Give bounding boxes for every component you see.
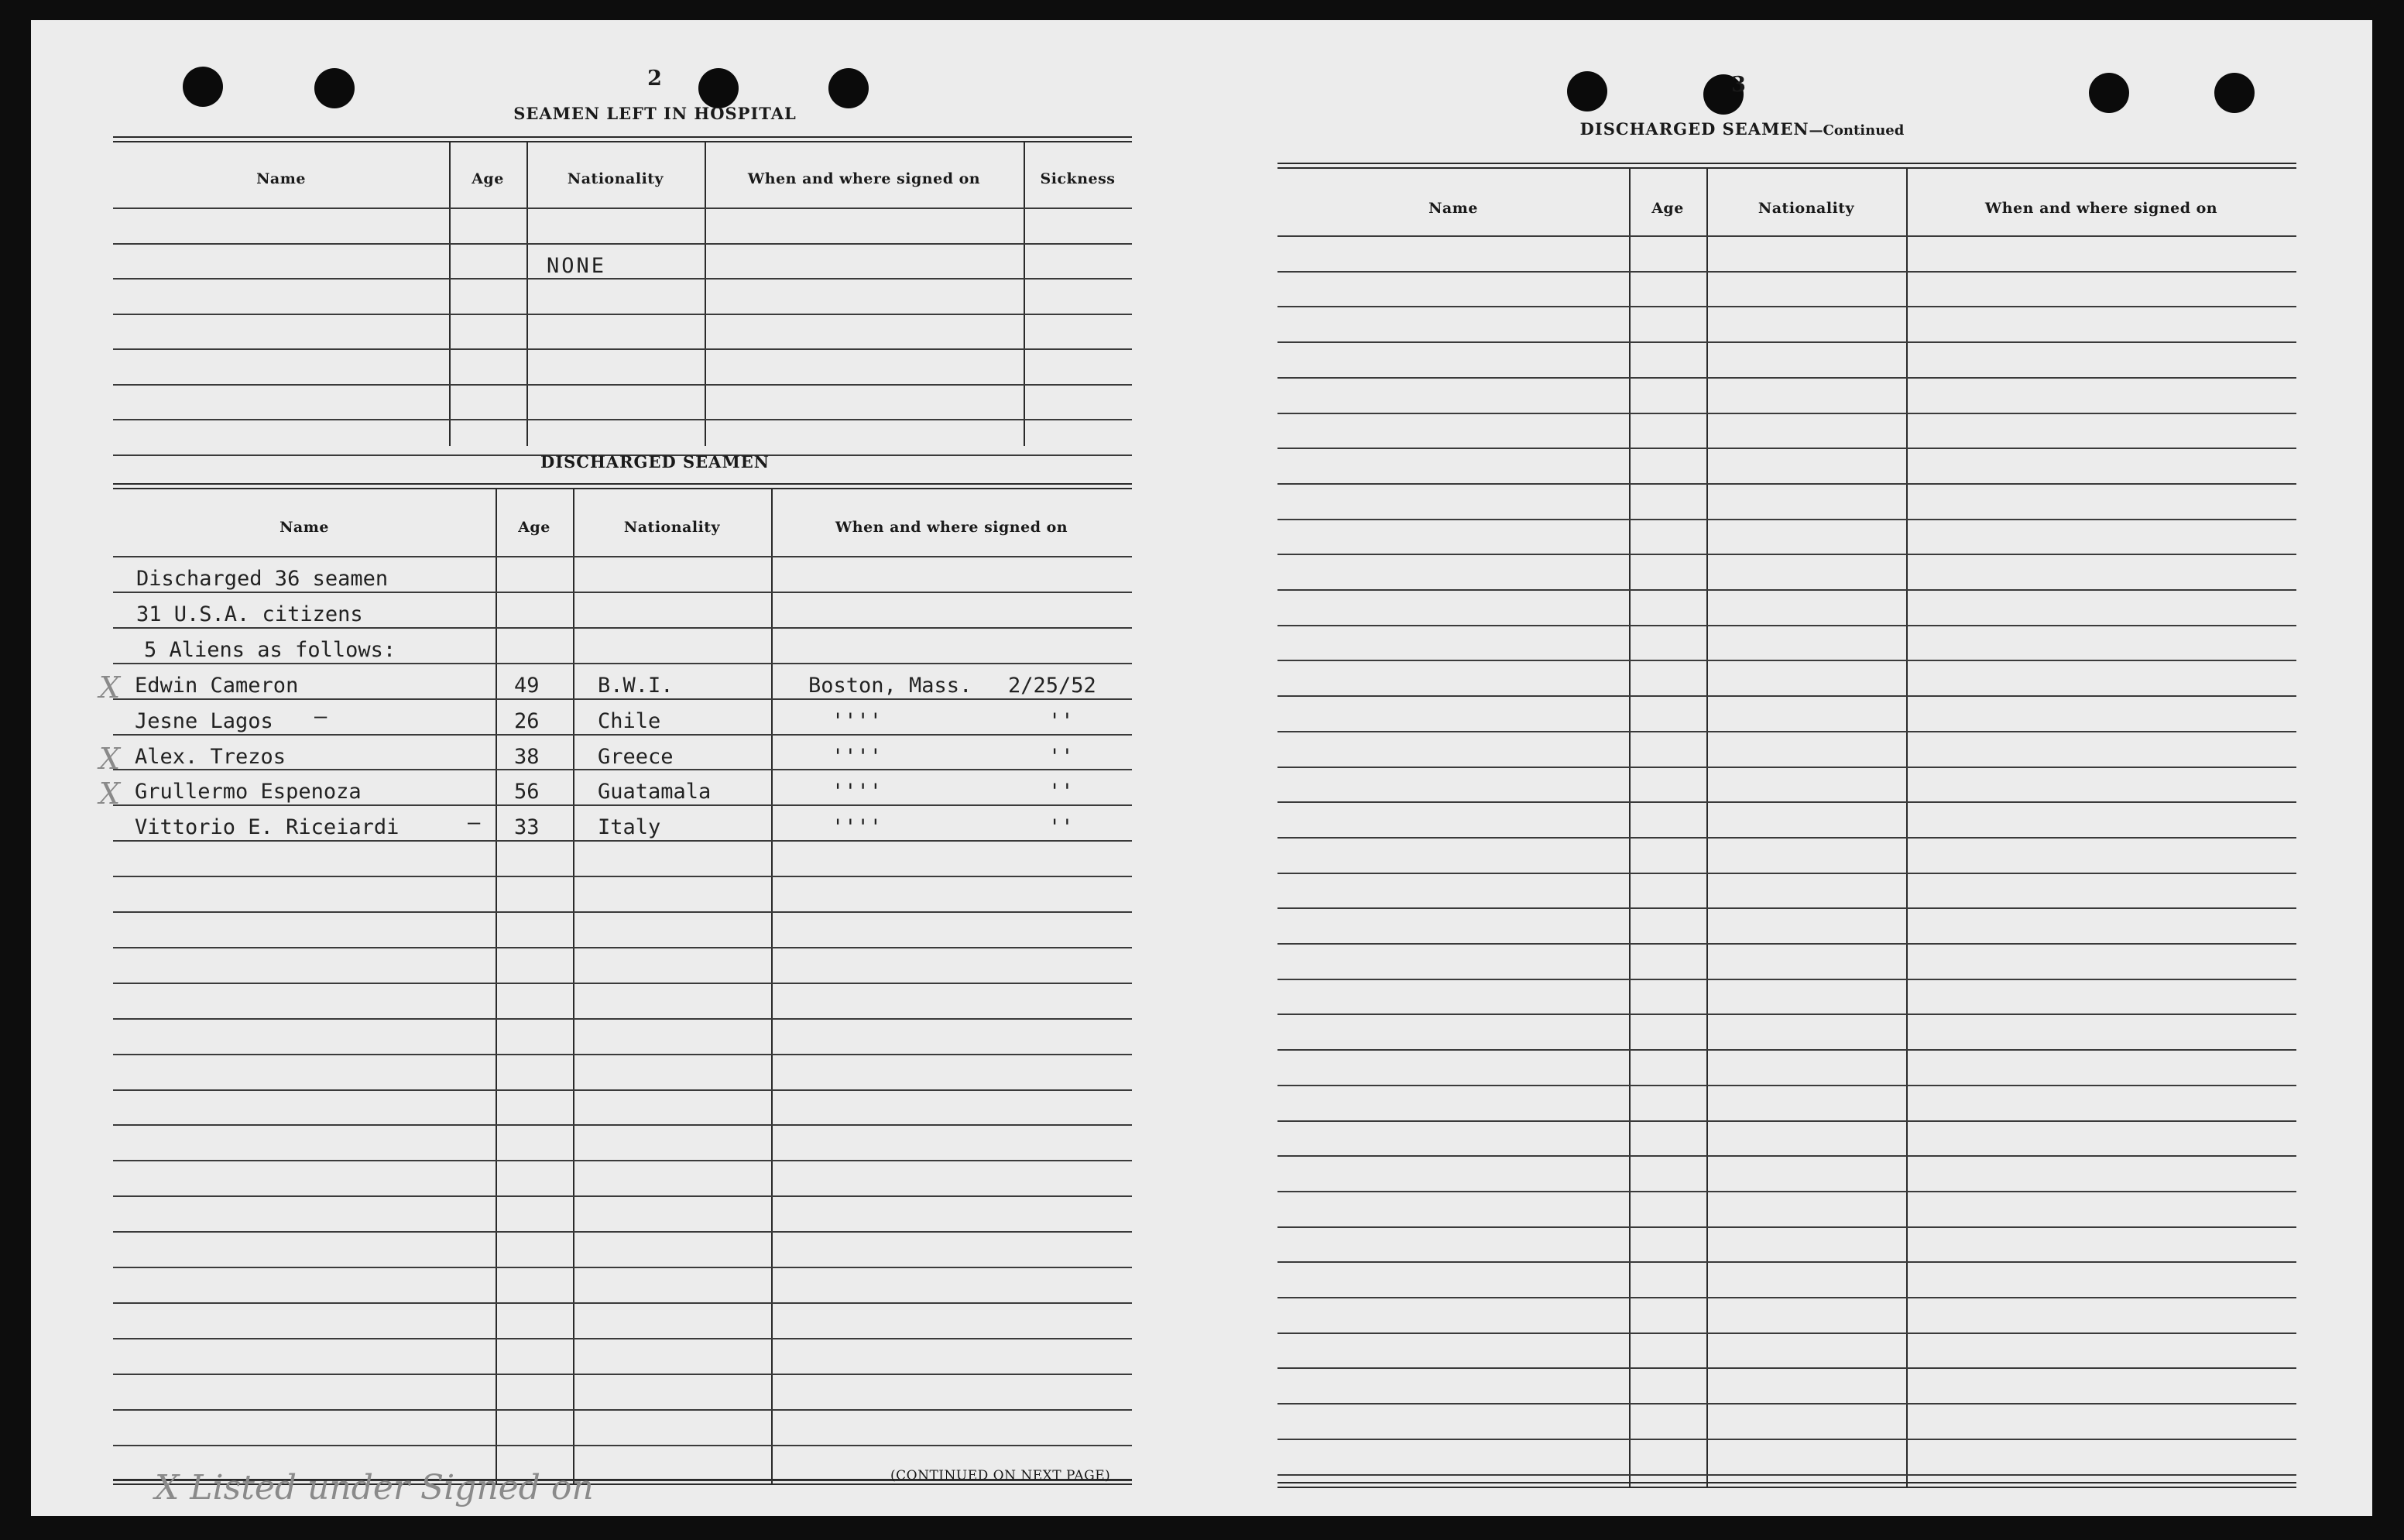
seaman-age: 49 <box>514 673 540 698</box>
column-header: Age <box>1651 200 1684 217</box>
column-divider <box>1906 167 1908 1487</box>
header-rule <box>1277 235 2296 237</box>
row-line <box>113 1338 1132 1339</box>
row-line <box>113 698 1132 700</box>
row-line <box>113 1409 1132 1411</box>
column-header: Nationality <box>623 519 721 536</box>
signed-on-date: '' <box>1048 815 1074 840</box>
row-line <box>1277 589 2296 591</box>
header-rule <box>113 556 1132 557</box>
row-line <box>113 1089 1132 1091</box>
row-line <box>113 419 1132 420</box>
row-line <box>1277 341 2296 343</box>
row-line <box>113 769 1132 770</box>
row-line <box>113 983 1132 984</box>
discharged-title: DISCHARGED SEAMEN <box>540 452 770 472</box>
row-line <box>1277 1120 2296 1122</box>
hospital-entry: NONE <box>547 254 607 278</box>
seaman-name: Edwin Cameron <box>135 673 299 698</box>
row-line <box>1277 1261 2296 1263</box>
column-header: When and where signed on <box>835 519 1068 536</box>
row-line <box>1277 1226 2296 1228</box>
seaman-nationality: Chile <box>598 708 661 733</box>
signed-on-date: '' <box>1048 708 1074 733</box>
discharged-table <box>99 483 1132 1483</box>
row-line <box>113 314 1132 315</box>
column-header: When and where signed on <box>1984 200 2218 217</box>
row-line <box>1277 1367 2296 1369</box>
row-line <box>113 876 1132 877</box>
seaman-age: 56 <box>514 780 540 804</box>
punch-hole <box>183 67 223 107</box>
row-line <box>1277 1332 2296 1334</box>
row-line <box>113 1267 1132 1268</box>
row-line <box>113 911 1132 913</box>
row-line <box>1277 1439 2296 1440</box>
row-line <box>1277 448 2296 449</box>
row-line <box>1277 306 2296 307</box>
row-line <box>1277 483 2296 485</box>
seaman-name: Vittorio E. Riceiardi <box>135 815 400 840</box>
row-line <box>1277 1014 2296 1015</box>
rule-top <box>1277 163 2296 164</box>
seaman-nationality: Guatamala <box>598 780 712 804</box>
row-line <box>113 1302 1132 1304</box>
signed-on-place: '''' <box>832 815 883 840</box>
summary-line: Discharged 36 seamen <box>136 567 389 591</box>
summary-line: 5 Aliens as follows: <box>144 637 396 662</box>
row-line <box>113 1054 1132 1055</box>
row-line <box>1277 695 2296 697</box>
row-line <box>113 1445 1132 1446</box>
column-header: Name <box>279 519 329 536</box>
column-header: Nationality <box>1758 200 1855 217</box>
row-line <box>1277 554 2296 555</box>
header-rule <box>113 208 1132 209</box>
summary-line: 31 U.S.A. citizens <box>136 602 363 626</box>
column-divider <box>496 488 497 1483</box>
row-line <box>113 1160 1132 1161</box>
row-line <box>1277 519 2296 520</box>
row-line <box>1277 873 2296 874</box>
row-line <box>113 278 1132 280</box>
signed-on-place: '''' <box>832 708 883 733</box>
row-line <box>1277 1085 2296 1086</box>
row-line <box>1277 731 2296 732</box>
row-line <box>1277 271 2296 273</box>
row-line <box>1277 413 2296 414</box>
signed-on-place: Boston, Mass. <box>808 673 972 698</box>
seaman-age: 38 <box>514 744 540 769</box>
row-line <box>1277 801 2296 803</box>
signed-on-date: '' <box>1048 744 1074 769</box>
row-line <box>113 947 1132 948</box>
punch-hole <box>2214 73 2255 113</box>
row-line <box>1277 1297 2296 1298</box>
row-line <box>1277 1049 2296 1051</box>
row-line <box>1277 377 2296 379</box>
continued-title-suffix: —Continued <box>1809 122 1905 139</box>
row-line <box>1277 979 2296 980</box>
punch-hole <box>1567 71 1607 111</box>
punch-hole <box>2089 73 2129 113</box>
row-line <box>113 627 1132 629</box>
row-line <box>113 384 1132 386</box>
row-line <box>1277 660 2296 661</box>
seaman-nationality: Greece <box>598 744 674 769</box>
signed-on-date: 2/25/52 <box>1008 673 1096 698</box>
page-number-left: 2 <box>647 67 663 91</box>
column-header: Name <box>256 170 306 187</box>
row-line <box>113 592 1132 593</box>
handwritten-note: X Listed under Signed on <box>155 1468 594 1507</box>
column-header: Sickness <box>1040 170 1116 187</box>
rule-top <box>1277 167 2296 169</box>
seaman-name: Jesne Lagos <box>135 708 273 733</box>
row-line <box>113 734 1132 736</box>
rule-top <box>113 483 1132 485</box>
continued-note: (CONTINUED ON NEXT PAGE) <box>890 1468 1111 1483</box>
rule-top <box>113 488 1132 489</box>
handwritten-check-mark: X <box>99 777 121 811</box>
seaman-name: Grullermo Espenoza <box>135 780 362 804</box>
column-divider <box>1706 167 1708 1487</box>
punch-hole <box>828 68 869 108</box>
row-line <box>1277 767 2296 768</box>
signed-on-place: '''' <box>832 744 883 769</box>
column-header: Name <box>1428 200 1478 217</box>
row-line <box>113 1231 1132 1233</box>
row-line <box>1277 1403 2296 1405</box>
row-line <box>113 840 1132 842</box>
row-line <box>113 1124 1132 1126</box>
seaman-nationality: B.W.I. <box>598 673 674 698</box>
handwritten-dash: – <box>468 811 481 835</box>
row-line <box>1277 1474 2296 1476</box>
column-header: Age <box>472 170 504 187</box>
page-number-right: 3 <box>1731 73 1747 97</box>
column-divider <box>1629 167 1631 1487</box>
punch-hole <box>314 68 355 108</box>
column-divider <box>771 488 773 1483</box>
continued-title-main: DISCHARGED SEAMEN <box>1579 119 1809 139</box>
column-header: Age <box>518 519 550 536</box>
signed-on-date: '' <box>1048 780 1074 804</box>
hospital-title: SEAMEN LEFT IN HOSPITAL <box>513 104 797 123</box>
seaman-nationality: Italy <box>598 815 661 840</box>
row-line <box>1277 625 2296 626</box>
row-line <box>113 804 1132 806</box>
continued-table <box>1277 163 2296 1487</box>
column-divider <box>573 488 574 1483</box>
row-line <box>113 1018 1132 1020</box>
rule-top <box>113 141 1132 142</box>
hospital-table <box>113 136 1132 446</box>
row-line <box>1277 907 2296 909</box>
handwritten-dash: — <box>314 704 328 729</box>
row-line <box>1277 943 2296 945</box>
row-line <box>1277 1191 2296 1192</box>
column-header: Nationality <box>567 170 664 187</box>
handwritten-check-mark: X <box>99 741 121 776</box>
seaman-age: 33 <box>514 815 540 840</box>
row-line <box>1277 1155 2296 1157</box>
rule-top <box>113 136 1132 138</box>
row-line <box>113 1374 1132 1375</box>
column-header: When and where signed on <box>747 170 981 187</box>
row-line <box>113 1195 1132 1197</box>
seaman-name: Alex. Trezos <box>135 744 286 769</box>
handwritten-check-mark: X <box>99 670 121 705</box>
signed-on-place: '''' <box>832 780 883 804</box>
document-sheet <box>31 20 2372 1516</box>
seaman-age: 26 <box>514 708 540 733</box>
row-line <box>113 348 1132 350</box>
rule-bottom <box>1277 1482 2296 1483</box>
row-line <box>113 243 1132 245</box>
row-line <box>113 663 1132 664</box>
row-line <box>1277 837 2296 839</box>
continued-title <box>1471 119 2013 139</box>
rule-bottom <box>1277 1487 2296 1488</box>
